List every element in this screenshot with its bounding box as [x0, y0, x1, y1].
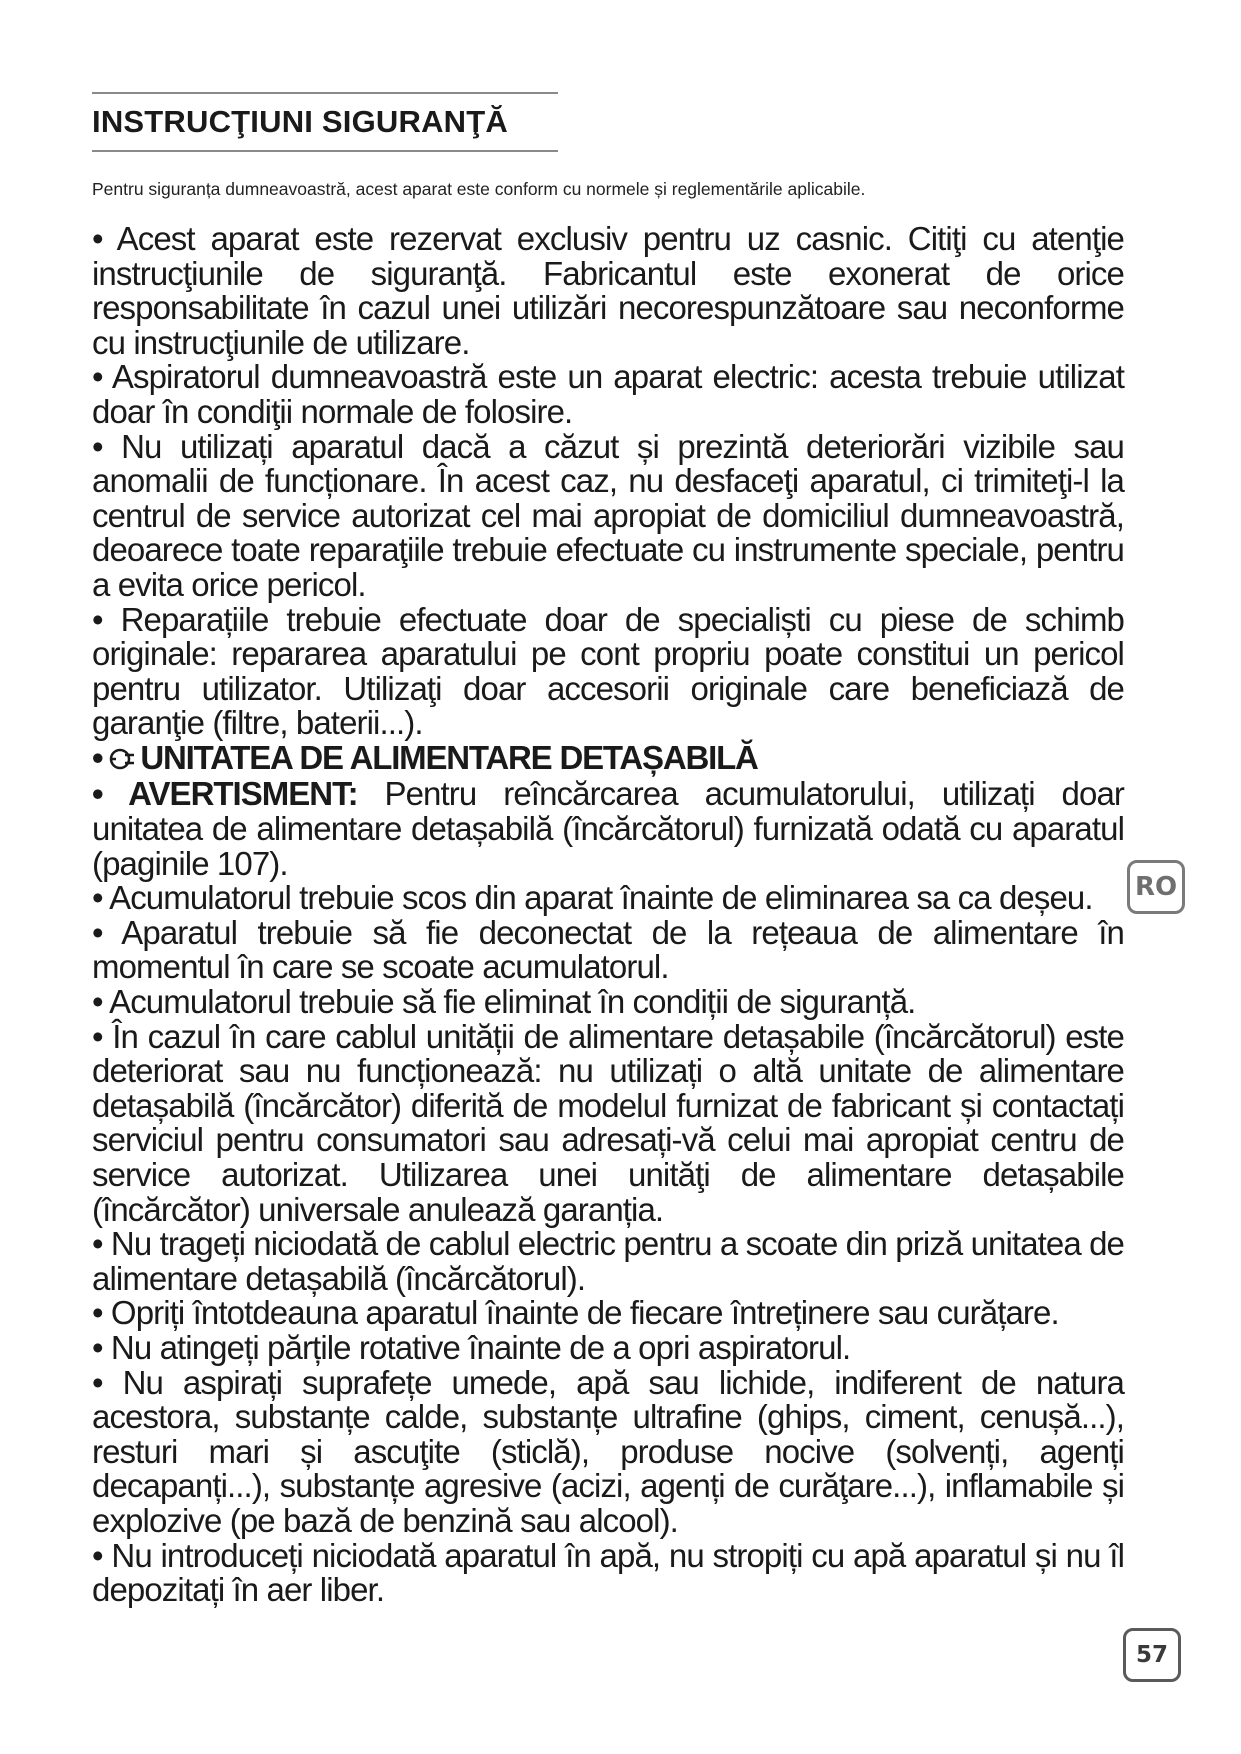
warning-text: Pentru reîncărcarea acumulatorului, utilizați doar unitatea de alimentare detașabilă (încărcătorul) furnizată odată cu aparatul (paginile 107). [92, 775, 1125, 882]
instruction-item: • Nu atingeți părțile rotative înainte de a opri aspiratorul. [92, 1328, 851, 1366]
instruction-item: • Aspiratorul dumneavoastră este un aparat electric: acesta trebuie utilizat doar în condiţii normale de folosire. [92, 358, 1124, 430]
intro-text: Pentru siguranța dumneavoastră, acest aparat este conform cu normele și reglementările aplicabile. [92, 179, 866, 199]
instruction-item: • Nu introduceți niciodată aparatul în apă, nu stropiți cu apă aparatul și nu îl depozitați în aer liber. [92, 1536, 1124, 1609]
instruction-item: • Aparatul trebuie să fie deconectat de la rețeaua de alimentare în momentul în care se scoate acumulatorul. [92, 913, 1124, 986]
instruction-item: • Acest aparat este rezervat exclusiv pentru uz casnic. Citiţi cu atenţie instrucţiunile de siguranţă. Fabricantul este exonerat de orice responsabilitate în cazul unei utilizări necorespunzătoare sau neconforme cu instrucţiunile de utilizare. [92, 220, 1124, 361]
warning-item [92, 777, 1124, 881]
instruction-item: • Acumulatorul trebuie să fie eliminat în condiții de siguranță. [92, 983, 916, 1021]
title-rule-bottom [92, 150, 558, 152]
page-number: 57 [1123, 1628, 1181, 1682]
instruction-item: • Opriți întotdeauna aparatul înainte de fiecare întreținere sau curățare. [92, 1294, 1059, 1332]
instruction-item: • Nu utilizați aparatul dacă a căzut și prezintă deteriorări vizibile sau anomalii de funcționare. În acest caz, nu desfaceţi aparatul, ci trimiteţi-l la centrul de service autorizat cel mai apropiat de domiciliul dumneavoastră, deoarece toate reparaţiile trebuie efectuate cu instrumente speciale, pentru a evita orice pericol. [92, 427, 1124, 603]
instruction-item: • Reparațiile trebuie efectuate doar de specialiști cu piese de schimb originale: repararea aparatului pe cont propriu poate constitui un pericol pentru utilizator. Utilizaţi doar accesorii originale care beneficiază de garanţie (filtre, baterii...). [92, 600, 1124, 742]
section-heading-text: UNITATEA DE ALIMENTARE DETAȘABILĂ [140, 738, 758, 776]
section-heading [92, 738, 1124, 778]
title-rule-top [92, 92, 558, 94]
page-title: INSTRUCŢIUNI SIGURANŢĂ [92, 104, 508, 139]
language-badge: RO [1127, 860, 1185, 914]
instructions-body [92, 222, 1124, 1608]
plug-icon [108, 743, 136, 778]
instruction-item: • Acumulatorul trebuie scos din aparat înainte de eliminarea sa ca deșeu. [92, 879, 1093, 917]
warning-label: • AVERTISMENT: [92, 775, 358, 813]
section-bullet: • [92, 738, 103, 776]
instruction-item: • În cazul în care cablul unității de alimentare detașabile (încărcătorul) este deteriorat sau nu funcționează: nu utilizați o altă unitate de alimentare detașabilă (încărcător) diferită de modelul furnizat de fabricant și contactați serviciul pentru consumatori sau adresați-vă celui mai apropiat centru de service autorizat. Utilizarea unei unităţi de alimentare detașabile (încărcător) universale anulează garanția. [92, 1017, 1124, 1228]
title-block [92, 92, 558, 152]
instruction-item: • Nu aspirați suprafețe umede, apă sau lichide, indiferent de natura acestora, substanțe calde, substanțe ultrafine (ghips, ciment, cenușă...), resturi mari și ascuţite (sticlă), produse nocive (solvenți, agenți decapanți...), substanțe agresive (acizi, agenți de curăţare...), inflamabile și explozive (pe bază de benzină sau alcool). [92, 1363, 1124, 1539]
instruction-item: • Nu trageți niciodată de cablul electric pentru a scoate din priză unitatea de alimentare detașabilă (încărcătorul). [92, 1225, 1124, 1297]
